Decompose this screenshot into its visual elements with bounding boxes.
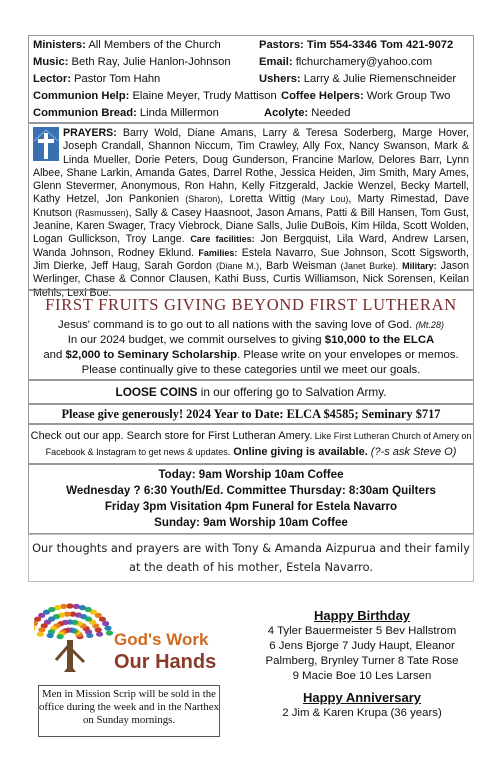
thoughts-section <box>28 534 474 582</box>
prayers-list: Barry Wold, Diane Amans, Larry & Teresa Soderberg, Marge Hover, Joseph Crandall, Shannon Niccum, Tim Crawley, Ally Fox, Nancy Swanson, Mark & Linda Mueller, Dorie Peters, Doug Gunderson, Francine Marlow, Delores Barr, Lynn Albee, Shane Larkin, Amanda Gates, Darrel Rothe, Jessica Heiden, Jim Smith, Mary Ames, Glenn Stevermer, Anonymous, Ron Hahn, Kelly Fitzgerald, Jackie Wenzel, Becky Martell, Kathy Hetzel, Jon Pankonien <box>33 127 469 206</box>
communion-help-row <box>33 89 277 103</box>
first-fruits-text: and <box>43 349 66 361</box>
music-row <box>33 55 231 69</box>
schedule-today: Today: 9am Worship 10am Coffee <box>158 468 344 481</box>
hand-leaf <box>66 603 73 608</box>
loose-coins-section <box>28 380 474 404</box>
hand-leaf <box>106 630 113 635</box>
birthday-line: 4 Tyler Bauermeister 5 Bev Hallstrom <box>267 625 457 637</box>
ushers-value: Larry & Julie Riemenschneider <box>303 73 457 85</box>
elca-goal: $10,000 to the ELCA <box>324 334 435 346</box>
hand-leaf <box>60 604 67 609</box>
birthday-line: 9 Macie Boe 10 Les Larsen <box>292 670 432 682</box>
pastors-row <box>259 38 453 52</box>
acolyte-row <box>264 106 350 120</box>
first-fruits-line <box>29 318 473 333</box>
acolyte-label: Acolyte: <box>264 107 309 119</box>
online-giving-contact: (?-s ask Steve O) <box>367 446 457 458</box>
birthday-section <box>262 607 462 721</box>
communion-help-value: Elaine Meyer, Trudy Mattison <box>132 90 277 102</box>
families-label: Families: <box>198 247 238 258</box>
prayers-list: , Marty Rimestad, Dave Knutson <box>33 193 469 219</box>
anniversary-heading: Happy Anniversary <box>302 690 421 705</box>
schedule-section <box>28 464 474 534</box>
schedule-sunday: Sunday: 9am Worship 10am Coffee <box>154 516 348 529</box>
loose-coins-label: LOOSE COINS <box>115 385 198 399</box>
prayers-note: (Mary Lou) <box>301 194 349 205</box>
pastors-value: Tim 554-3346 Tom 421-9072 <box>306 39 454 51</box>
logo-line-2: Our Hands <box>114 651 217 673</box>
social-media-text: Like First Lutheran Church of Amery on Facebook & Instagram to get news & updates. <box>45 431 472 457</box>
thoughts-line: at the death of his mother, Estela Navarro. <box>128 560 374 574</box>
logo-line-1: God's Work <box>114 630 209 649</box>
app-line: Check out our app. Search store for First Lutheran Amery. <box>30 430 313 442</box>
first-fruits-text: Jesus' command is to go out to all nations with the saving love of God. <box>58 319 413 331</box>
prayers-section <box>28 123 474 299</box>
first-fruits-line: Please continually give to these categories until we meet our goals. <box>81 364 421 376</box>
ushers-label: Ushers: <box>259 73 301 85</box>
communion-help-label: Communion Help: <box>33 90 130 102</box>
first-fruits-text: In our 2024 budget, we commit ourselves to giving <box>67 334 325 346</box>
hand-leaf <box>57 634 64 639</box>
schedule-wednesday-thursday: Wednesday ? 6:30 Youth/Ed. Committee Thursday: 8:30am Quilters <box>66 484 436 497</box>
coffee-helpers-value: Work Group Two <box>366 90 451 102</box>
families-note: (Diane M.) <box>216 260 260 271</box>
families-list: , Barb Weisman <box>259 259 337 272</box>
communion-bread-label: Communion Bread: <box>33 107 137 119</box>
hand-leaf <box>37 632 44 637</box>
coffee-helpers-row <box>281 89 450 103</box>
prayers-label: PRAYERS: <box>63 127 117 139</box>
email-value[interactable]: flchurchamery@yahoo.com <box>295 56 433 68</box>
communion-bread-row <box>33 106 219 120</box>
first-fruits-text: . Please write on your envelopes or memos. <box>237 349 459 361</box>
year-to-date-text: Please give generously! 2024 Year to Date: ELCA $4585; Seminary $717 <box>61 407 441 421</box>
hand-leaf <box>96 632 103 637</box>
ministers-row <box>33 38 221 52</box>
prayers-note: (Rasmussen) <box>75 207 129 218</box>
loose-coins-rest: in our offering go to Salvation Army. <box>197 385 387 399</box>
lector-value: Pastor Tom Hahn <box>74 73 161 85</box>
hand-leaf <box>104 626 111 631</box>
hand-leaf <box>38 627 45 632</box>
communion-bread-value: Linda Millermon <box>139 107 219 119</box>
lector-row <box>33 72 160 86</box>
tree-of-hands-icon <box>34 600 224 680</box>
schedule-friday: Friday 3pm Visitation 4pm Funeral for Estela Navarro <box>104 500 398 513</box>
first-fruits-section <box>28 290 474 380</box>
hand-leaf <box>79 605 86 610</box>
first-fruits-line <box>29 333 473 348</box>
prayers-list: , Sally & Casey Haasnoot, Jason Amans, Patti & Bill Hansen, Tom Gust, Jeanine, Karen Swager, Tracy Viebrock, Diane Salls, Julie DuBois, Kim Hilda, Scott Wolden, Logan Gullickson, Troy Lange. <box>33 206 469 246</box>
first-fruits-line <box>29 348 473 363</box>
email-row <box>259 55 432 69</box>
music-label: Music: <box>33 56 69 68</box>
scripture-reference: (Mt.28) <box>415 320 444 330</box>
email-label: Email: <box>259 56 293 68</box>
app-section <box>28 424 474 464</box>
app-text <box>29 425 473 460</box>
military-label: Military: <box>402 260 437 271</box>
hand-leaf <box>73 604 80 609</box>
seminary-goal: $2,000 to Seminary Scholarship <box>65 349 238 361</box>
gods-work-our-hands-logo <box>34 600 224 680</box>
birthday-line: 6 Jens Bjorge 7 Judy Haupt, Eleanor <box>269 640 455 652</box>
anniversary-line: 2 Jim & Karen Krupa (36 years) <box>282 707 442 719</box>
pastors-label: Pastors: <box>259 39 304 51</box>
hand-leaf <box>34 626 36 631</box>
prayers-note: (Sharon) <box>185 194 221 205</box>
ministers-section <box>28 35 474 123</box>
care-facilities-label: Care facilities: <box>190 234 255 245</box>
online-giving-text: Online giving is available. <box>230 446 368 458</box>
prayers-text <box>33 127 469 300</box>
ministers-value: All Members of the Church <box>88 39 221 51</box>
music-value: Beth Ray, Julie Hanlon-Johnson <box>71 56 231 68</box>
thoughts-line: Our thoughts and prayers are with Tony & Amanda Aizpurua and their family <box>32 541 470 555</box>
cross-icon <box>33 127 59 161</box>
families-note: (Janet Burke). <box>340 260 399 271</box>
birthday-line: Palmberg, Brynley Turner 8 Tate Rose <box>265 655 459 667</box>
lector-label: Lector: <box>33 73 71 85</box>
military-list: Jason Werlinger, Chase & Connor Clausen, Kathi Buss, Curtis Williamson, Nick Sorensen, Keilan Mehls, Lexi Boe. <box>33 259 470 299</box>
ministers-label: Ministers: <box>33 39 86 51</box>
loose-coins-text <box>29 381 473 403</box>
prayers-list: , Loretta Wittig <box>220 193 296 206</box>
birthday-heading: Happy Birthday <box>313 608 411 623</box>
families-list: Estela Navarro, Sue Johnson, Scott Sigsworth, Jim Dierke, Jeff Haug, Sarah Gordon <box>33 246 469 272</box>
coffee-helpers-label: Coffee Helpers: <box>281 90 364 102</box>
acolyte-value: Needed <box>311 107 351 119</box>
hand-leaf <box>47 633 54 638</box>
care-facilities-list: Jon Bergquist, Lila Ward, Andrew Larsen, Wanda Johnson, Rodney Eklund. <box>33 233 469 259</box>
first-fruits-title: FIRST FRUITS GIVING BEYOND FIRST LUTHERAN <box>45 295 457 314</box>
scrip-notice: Men in Mission Scrip will be sold in the office during the week and in the Narthex on Sunday mornings. <box>38 685 220 737</box>
give-generously-section <box>28 404 474 424</box>
ushers-row <box>259 72 456 86</box>
